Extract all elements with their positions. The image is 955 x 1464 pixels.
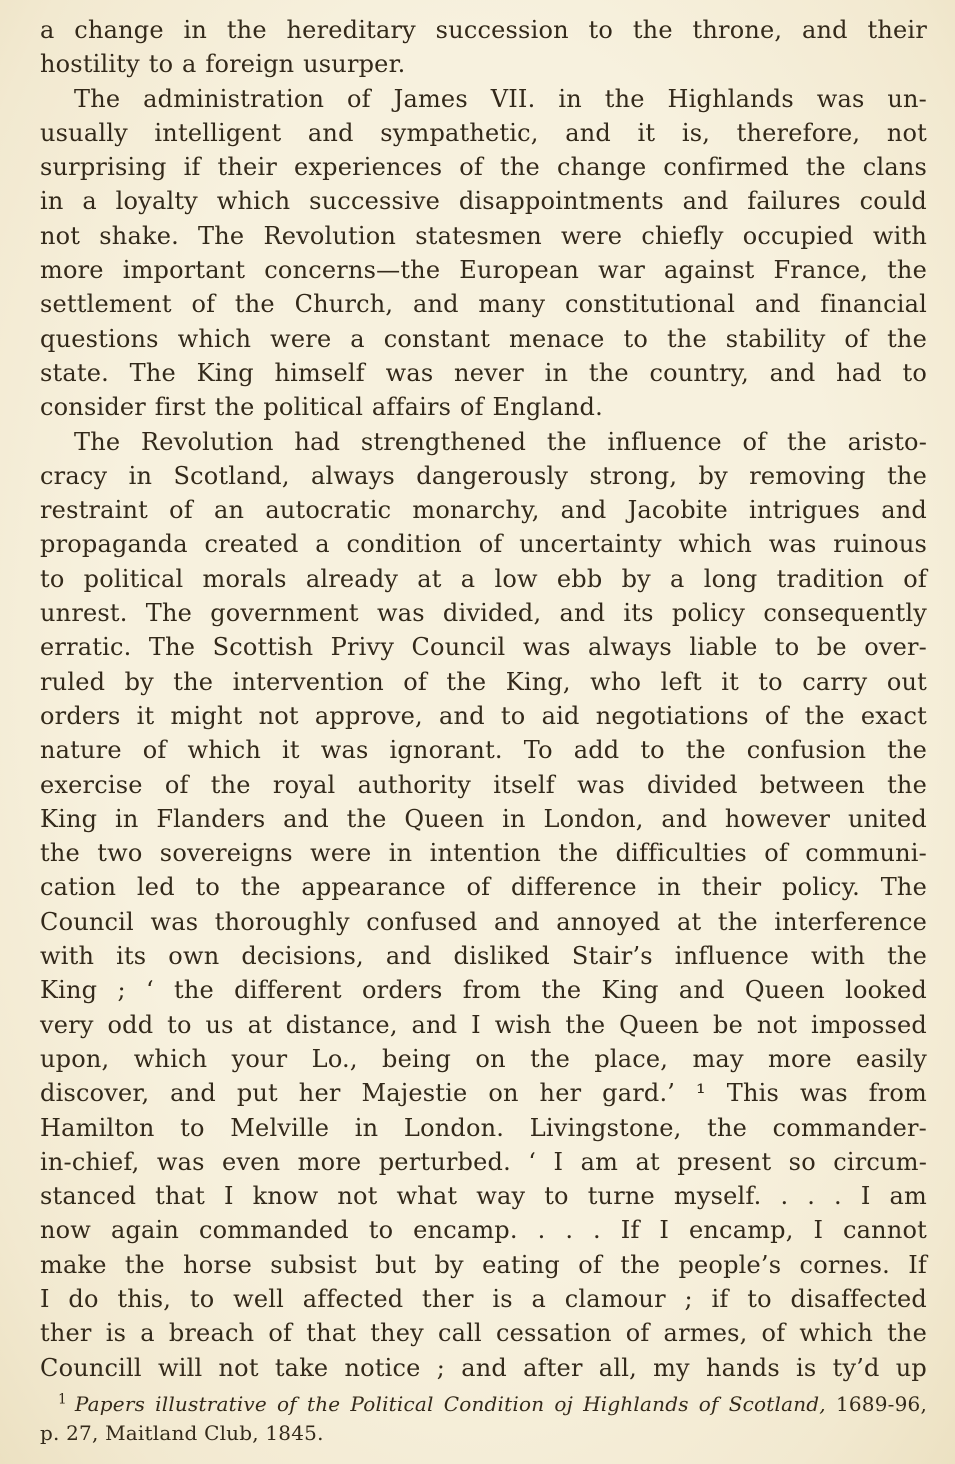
text-line: erratic. The Scottish Privy Council was always liable to be over- — [40, 633, 927, 662]
text-line: in-chief, was even more perturbed. ‘ I am at present so circum- — [40, 1147, 927, 1176]
text-line: discover, and put her Majestie on her gard.’ ¹ This was from — [40, 1079, 927, 1108]
text-line: orders it might not approve, and to aid negotiations of the exact — [40, 701, 927, 730]
text-line: restraint of an autocratic monarchy, and Jacobite intrigues and — [40, 496, 927, 525]
footnote-text: Papers illustrative of the Political Condition oj Highlands of Scotland, — [74, 1391, 826, 1416]
text-line: state. The King himself was never in the country, and had to — [40, 358, 927, 387]
text-line: settlement of the Church, and many constitutional and financial — [40, 290, 927, 319]
footnote-text: 1689-96, — [825, 1391, 928, 1416]
text-line: more important concerns—the European war against France, the — [40, 256, 927, 285]
text-line: King ; ‘ the different orders from the King and Queen looked — [40, 976, 927, 1005]
text-line: Councill will not take notice ; and after all, my hands is ty’d up — [40, 1353, 927, 1382]
text-line: ther is a breach of that they call cessation of armes, of which the — [40, 1319, 927, 1348]
text-line: ruled by the intervention of the King, who left it to carry out — [40, 667, 927, 696]
text-line: consider first the political affairs of England. — [40, 393, 603, 422]
text-line: nature of which it was ignorant. To add to the confusion the — [40, 736, 927, 765]
footnote-line — [40, 1390, 927, 1419]
text-line: cation led to the appearance of difference in their policy. The — [40, 873, 927, 902]
footnote-marker: 1 — [58, 1391, 75, 1408]
text-line: stanced that I know not what way to turne myself. . . . I am — [40, 1182, 927, 1211]
text-line: to political morals already at a low ebb by a long tradition of — [40, 564, 927, 593]
text-line: upon, which your Lo., being on the place, may more easily — [40, 1044, 927, 1073]
text-line: surprising if their experiences of the change confirmed the clans — [40, 153, 927, 182]
footnote-line — [40, 1419, 927, 1448]
text-line: Council was thoroughly confused and annoyed at the interference — [40, 907, 927, 936]
text-line: The Revolution had strengthened the influence of the aristo- — [74, 427, 927, 456]
text-line: hostility to a foreign usurper. — [40, 50, 406, 79]
footnote-text: p. 27, Maitland Club, 1845. — [40, 1420, 324, 1445]
text-line: very odd to us at distance, and I wish the Queen be not impossed — [40, 1010, 927, 1039]
text-line: King in Flanders and the Queen in London, and however united — [40, 804, 927, 833]
text-line: questions which were a constant menace to the stability of the — [40, 324, 927, 353]
text-line: exercise of the royal authority itself was divided between the — [40, 770, 927, 799]
text-line: in a loyalty which successive disappointments and failures could — [40, 187, 927, 216]
body-text — [40, 13, 927, 1385]
text-line: now again commanded to encamp. . . . If I encamp, I cannot — [40, 1216, 927, 1245]
text-line: propaganda created a condition of uncertainty which was ruinous — [40, 530, 927, 559]
text-line: Hamilton to Melville in London. Livingstone, the commander- — [40, 1113, 927, 1142]
text-line: the two sovereigns were in intention the difficulties of communi- — [40, 839, 927, 868]
text-line: unrest. The government was divided, and its policy consequently — [40, 599, 927, 628]
text-line: make the horse subsist but by eating of the people’s cornes. If — [40, 1250, 927, 1279]
text-line: a change in the hereditary succession to the throne, and their — [40, 16, 927, 44]
footnote — [40, 1390, 927, 1448]
text-line: The administration of James VII. in the Highlands was un- — [74, 84, 927, 113]
text-line: not shake. The Revolution statesmen were chiefly occupied with — [40, 221, 927, 250]
text-line: I do this, to well affected ther is a clamour ; if to disaffected — [40, 1284, 927, 1313]
text-line: usually intelligent and sympathetic, and it is, therefore, not — [40, 118, 927, 147]
text-line: cracy in Scotland, always dangerously strong, by removing the — [40, 461, 927, 490]
text-line: with its own decisions, and disliked Stair’s influence with the — [40, 942, 927, 971]
